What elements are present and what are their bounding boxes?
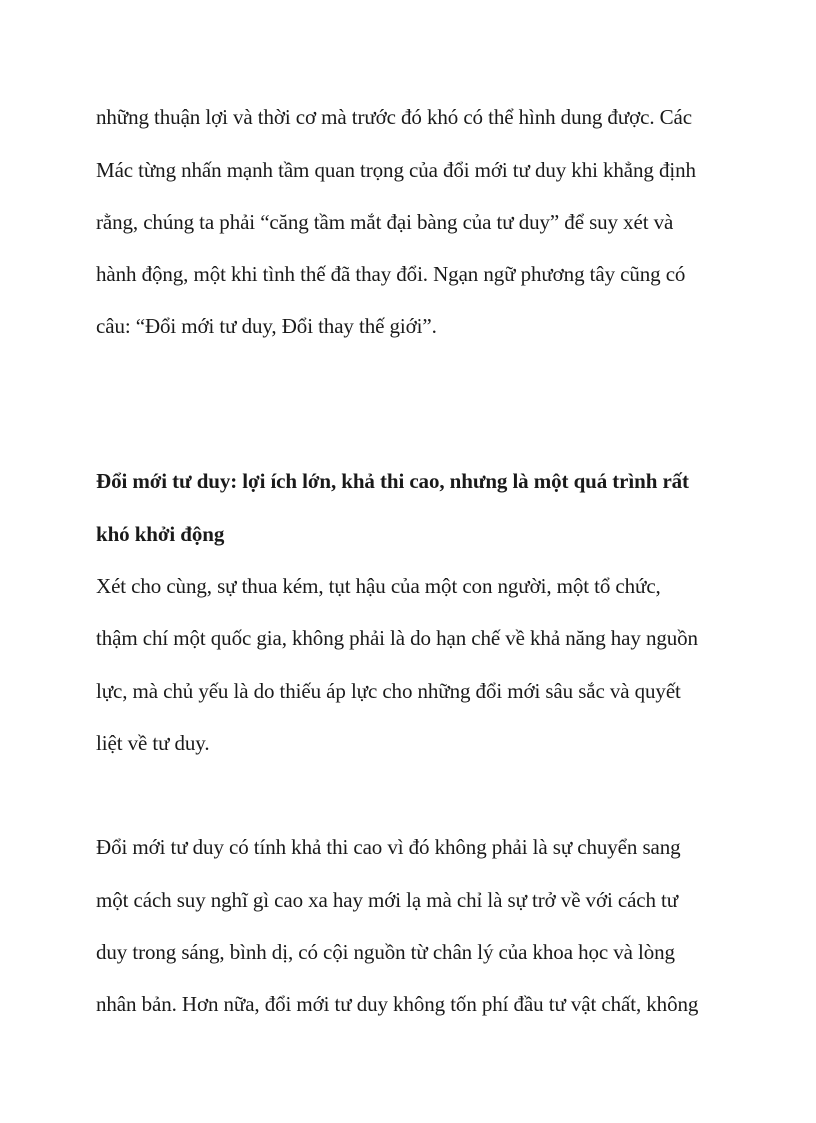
text-line: Xét cho cùng, sự thua kém, tụt hậu của một con người, một tổ chức, bbox=[96, 574, 661, 598]
text-line: lực, mà chủ yếu là do thiếu áp lực cho những đổi mới sâu sắc và quyết bbox=[96, 679, 681, 703]
text-line: liệt về tư duy. bbox=[96, 731, 210, 755]
text-line: hành động, một khi tình thế đã thay đổi. Ngạn ngữ phương tây cũng có bbox=[96, 262, 686, 286]
text-line: rằng, chúng ta phải “căng tầm mắt đại bàng của tư duy” để suy xét và bbox=[96, 210, 674, 234]
text-line: thậm chí một quốc gia, không phải là do hạn chế về khả năng hay nguồn bbox=[96, 626, 698, 650]
text-line: câu: “Đổi mới tư duy, Đổi thay thế giới”. bbox=[96, 314, 437, 338]
heading-line: Đổi mới tư duy: lợi ích lớn, khả thi cao, nhưng là một quá trình rất bbox=[96, 469, 689, 493]
text-line: Đổi mới tư duy có tính khả thi cao vì đó không phải là sự chuyển sang bbox=[96, 835, 681, 859]
text-line: Mác từng nhấn mạnh tầm quan trọng của đổi mới tư duy khi khẳng định bbox=[96, 158, 696, 182]
heading-line: khó khởi động bbox=[96, 522, 225, 546]
text-line: một cách suy nghĩ gì cao xa hay mới lạ mà chỉ là sự trở về với cách tư bbox=[96, 888, 679, 912]
text-line: những thuận lợi và thời cơ mà trước đó khó có thể hình dung được. Các bbox=[96, 105, 692, 129]
text-line: duy trong sáng, bình dị, có cội nguồn từ chân lý của khoa học và lòng bbox=[96, 940, 675, 964]
text-line: nhân bản. Hơn nữa, đổi mới tư duy không tốn phí đầu tư vật chất, không bbox=[96, 992, 699, 1016]
